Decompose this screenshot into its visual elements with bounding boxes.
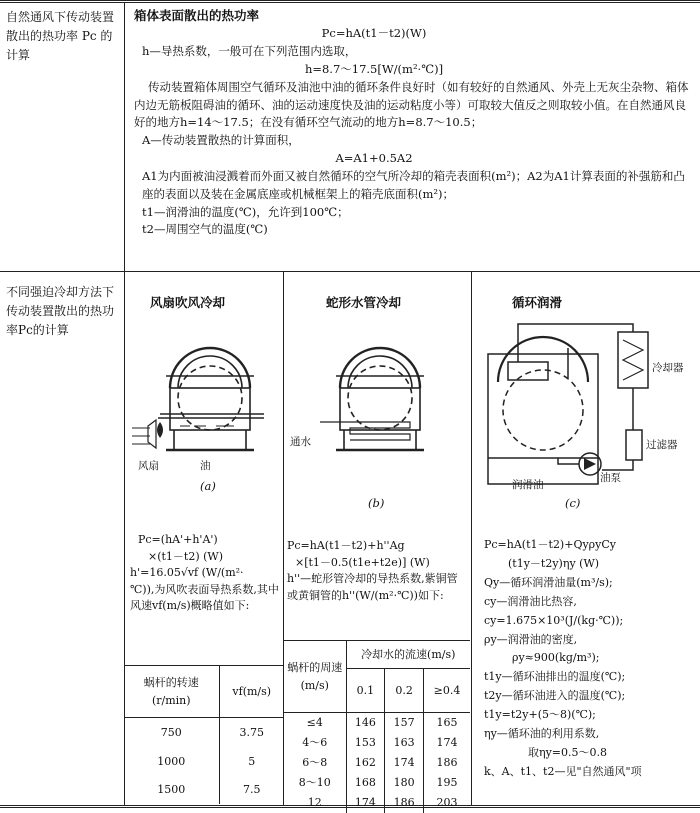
table-cell: 157 — [385, 713, 424, 733]
table-cell: 186 — [385, 793, 424, 813]
table-cell: 163 — [385, 733, 424, 753]
table-cell: 174 — [385, 753, 424, 773]
pump-label: 油泵 — [600, 472, 621, 484]
table-cell: 7.5 — [243, 782, 261, 796]
fan-label: 风扇 — [138, 460, 159, 472]
fan-speed-table — [124, 665, 284, 804]
table-header: 0.1 — [346, 669, 385, 713]
fan-cooling-title: 风扇吹风冷却 — [150, 295, 226, 310]
fan-cooling-figure — [130, 318, 280, 478]
circ-line: ηy—循环油的利用系数, — [484, 727, 600, 741]
table-cell: 174 — [436, 735, 458, 749]
h-definition: h—导热系数，一般可在下列范围内选取， — [142, 44, 357, 59]
circ-line: k、A、t1、t2—见"自然通风"项 — [484, 764, 642, 778]
table-cell: 6～8 — [284, 753, 346, 773]
t1-definition: t1—润滑油的温度(℃)，允许到100℃； — [142, 204, 349, 219]
fan-formula-1: Pc=(hA'+h'A') — [138, 533, 218, 546]
explanation-paragraph: 传动装置箱体周围空气循环及油池中油的循环条件良好时（如有较好的自然通风、外壳上无灰尘杂物、箱体内边无筋板阻碍油的循环、油的运动速度快及油的运动粘度小等）可取较大值反之则取较小值。在自然通风良好的地方h=14～17.5；在没有循环空气流动的地方h=8.7～10.5； — [134, 79, 689, 130]
lube-oil-label: 润滑油 — [512, 479, 544, 491]
circ-line: Pc=hA(t1－t2)+QyρyCy — [484, 538, 616, 551]
row1-label: 自然通风下传动装置散出的热功率 Pc 的计算 — [6, 10, 115, 63]
water-inlet-label: 通水 — [290, 436, 311, 448]
table-cell: 3.75 — [239, 726, 264, 740]
top-border — [0, 0, 700, 3]
table-cell: 750 — [124, 718, 219, 748]
circ-line: (t1y－t2y)ηy (W) — [508, 556, 600, 570]
fan-description: ℃)),为风吹表面导热系数,其中风速vf(m/s)概略值如下: — [130, 582, 279, 612]
table-header: vf(m/s) — [232, 684, 272, 698]
circ-line: cy=1.675×10³(J/(kg·℃)); — [484, 613, 624, 627]
heat-formula: Pc=hA(t1－t2)(W) — [321, 26, 427, 41]
a-definition: A—传动装置散热的计算面积， — [142, 133, 300, 148]
row1-title: 箱体表面散出的热功率 — [134, 8, 260, 23]
table-cell: 1500 — [124, 776, 219, 804]
oil-label: 油 — [200, 460, 211, 472]
table-corner: 蜗杆的周速(m/s) — [284, 641, 346, 713]
coil-formula-1: Pc=hA(t1－t2)+h''Ag — [287, 539, 405, 552]
row2-label: 不同强迫冷却方法下传动装置散出的热功率Pc的计算 — [6, 285, 115, 338]
table-cell: 174 — [346, 793, 385, 813]
circulation-figure — [478, 318, 696, 498]
circulation-text — [484, 536, 696, 782]
table-cell: 165 — [436, 716, 458, 730]
table-cell: 8～10 — [284, 773, 346, 793]
table-cell: 1000 — [124, 748, 219, 776]
col-divider-bc — [471, 272, 472, 805]
table-header: 0.2 — [385, 669, 424, 713]
coil-cooling-figure — [300, 318, 460, 478]
t2-definition: t2—周围空气的温度(℃) — [142, 222, 268, 237]
cooler-label: 冷却器 — [652, 362, 684, 374]
table-cell: ≤4 — [284, 713, 346, 733]
table-header: 蜗杆的转速(r/min) — [124, 666, 219, 718]
row-divider — [0, 271, 700, 272]
filter-label: 过滤器 — [646, 439, 678, 451]
figure-a-caption: (a) — [200, 479, 216, 493]
table-cell: 12 — [284, 793, 346, 813]
table-cell: 5 — [248, 754, 256, 768]
circ-line: t1y—循环油排出的温度(℃); — [484, 670, 626, 684]
table-cell: 168 — [346, 773, 385, 793]
table-group-header: 冷却水的流速(m/s) — [346, 641, 470, 669]
table-cell: 153 — [346, 733, 385, 753]
table-cell: 180 — [385, 773, 424, 793]
table-cell: 146 — [346, 713, 385, 733]
fan-cooling-text — [130, 532, 280, 615]
fan-formula-2: ×(t1－t2) (W) — [148, 549, 224, 563]
circulation-title: 循环润滑 — [512, 295, 563, 310]
figure-c-caption: (c) — [565, 496, 581, 510]
figure-b-caption: (b) — [368, 496, 385, 510]
circ-line: t2y—循环油进入的温度(℃); — [484, 689, 626, 703]
row1-content — [134, 6, 694, 239]
fan-h-line: h'=16.05√vf (W/(m²· — [130, 566, 244, 579]
circ-line: cy—润滑油比热容, — [484, 594, 577, 608]
table-cell: 195 — [436, 775, 458, 789]
coil-coefficient-table — [284, 640, 470, 813]
circ-line: t1y=t2y+(5～8)(℃); — [484, 708, 596, 722]
coil-formula-2: ×[t1－0.5(t1e+t2e)] (W) — [295, 555, 430, 569]
table-cell: 203 — [436, 795, 458, 809]
coil-cooling-title: 蛇形水管冷却 — [326, 295, 402, 310]
coil-description: h''—蛇形管冷却的导热系数,紫铜管或黄铜管的h''(W/(m²·℃))如下: — [287, 572, 458, 602]
coil-cooling-text — [287, 538, 467, 604]
circ-line: 取ηy=0.5～0.8 — [528, 745, 608, 759]
table-cell: 186 — [436, 755, 458, 769]
table-cell: 162 — [346, 753, 385, 773]
h-range: h=8.7～17.5[W/(m²·℃)] — [304, 62, 444, 76]
circ-line: ρy≈900(kg/m³); — [512, 651, 600, 665]
circ-line: ρy—润滑油的密度, — [484, 632, 578, 646]
a-paragraph: A1为内面被油浸溅着而外面又被自然循环的空气所冷却的箱壳表面积(m²)；A2为A1计算表面的补强筋和凸座的表面以及装在金属底座或机械框架上的箱壳底面积(m²)； — [142, 168, 685, 201]
table-header: ≥0.4 — [433, 683, 461, 697]
circ-line: Qy—循环润滑油量(m³/s); — [484, 575, 613, 589]
a-formula: A=A1+0.5A2 — [335, 151, 413, 166]
table-cell: 4～6 — [284, 733, 346, 753]
